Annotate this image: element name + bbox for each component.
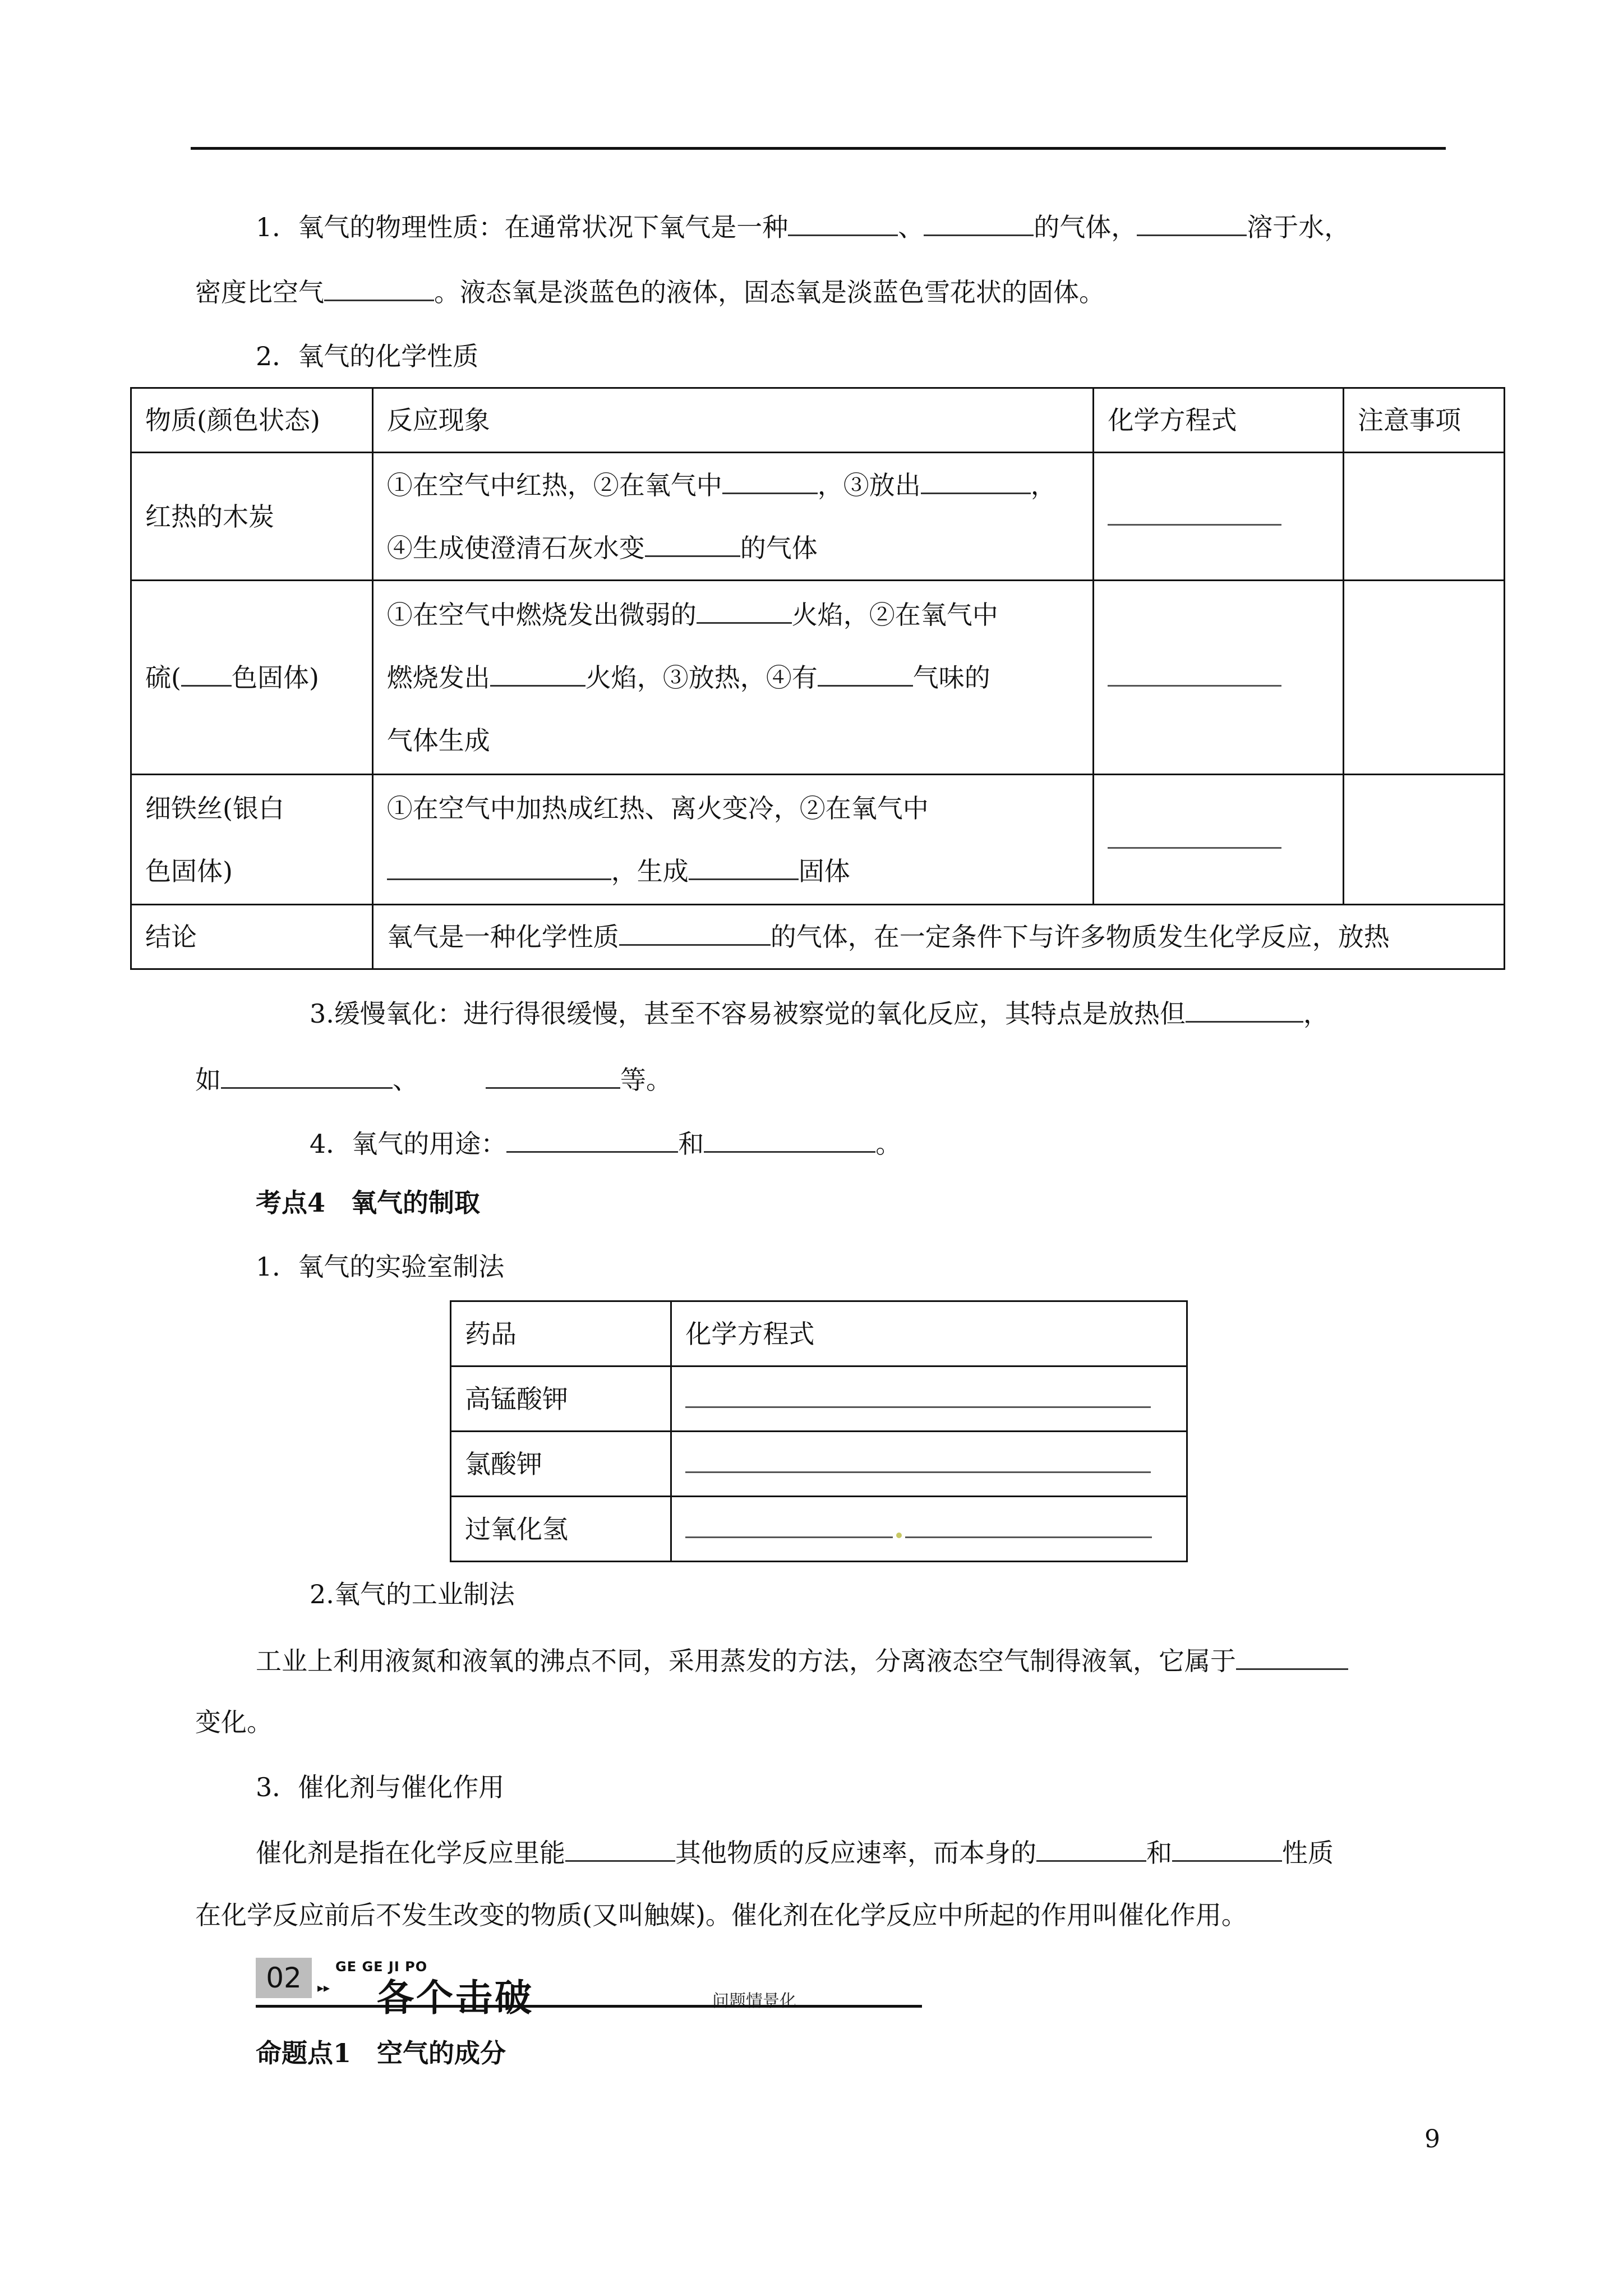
catalyst-line1 — [256, 1834, 1334, 1870]
equation-blank[interactable] — [1108, 501, 1281, 526]
equation-cell[interactable] — [671, 1366, 1187, 1432]
text: ， — [1303, 999, 1329, 1029]
column-header: 注意事项 — [1344, 388, 1505, 453]
fill-blank[interactable] — [324, 274, 434, 301]
fill-blank[interactable] — [1236, 1642, 1348, 1670]
table-row-charcoal — [131, 453, 1505, 581]
dot-mark — [896, 1533, 902, 1538]
table-row — [451, 1366, 1187, 1432]
text: 火焰，②在氧气中 — [791, 599, 998, 630]
text: 。 — [875, 1129, 902, 1159]
physical-props-line1 — [256, 209, 1350, 244]
table-row-sulfur — [131, 581, 1505, 775]
text: 如 — [195, 1065, 221, 1095]
fill-blank[interactable] — [1172, 1834, 1282, 1862]
fill-blank[interactable] — [645, 530, 740, 557]
text: 气体生成 — [386, 725, 490, 756]
table-row-iron — [131, 775, 1505, 905]
banner-pinyin: GE GE JI PO — [335, 1959, 428, 1975]
reagent-cell: 过氧化氢 — [451, 1497, 671, 1562]
proposition-heading: 命题点1 空气的成分 — [256, 2038, 506, 2068]
text: ①在空气中红热，②在氧气中 — [386, 470, 722, 500]
substance-cell: 结论 — [131, 905, 373, 969]
reagent-cell: 氯酸钾 — [451, 1432, 671, 1497]
text: 固体 — [798, 855, 850, 886]
text: 其他物质的反应速率，而本身的 — [675, 1838, 1036, 1868]
banner-subtitle: 问题情景化 — [712, 1991, 796, 2011]
fill-blank[interactable] — [689, 853, 799, 880]
equation-blank[interactable] — [905, 1514, 1152, 1538]
lab-prep-table — [450, 1300, 1188, 1562]
table-row-conclusion — [131, 905, 1505, 969]
notes-cell[interactable] — [1344, 453, 1505, 581]
fill-blank[interactable] — [818, 659, 913, 687]
fill-blank[interactable] — [490, 659, 585, 687]
slow-oxidation-line2 — [195, 1061, 672, 1097]
text: 硫( — [145, 662, 181, 693]
conclusion-cell — [372, 905, 1504, 969]
lab-method-title: 1．氧气的实验室制法 — [256, 1251, 505, 1282]
fill-blank[interactable] — [788, 209, 898, 236]
industrial-title: 2.氧气的工业制法 — [310, 1579, 515, 1609]
text: 燃烧发出 — [386, 662, 490, 693]
substance-cell — [131, 581, 373, 775]
fill-blank[interactable] — [387, 853, 611, 880]
equation-cell[interactable] — [1094, 581, 1344, 775]
industrial-line1 — [256, 1642, 1348, 1678]
text: 密度比空气 — [195, 277, 324, 307]
phenomenon-cell — [372, 581, 1094, 775]
fill-blank[interactable] — [924, 209, 1034, 236]
text: 的气体，在一定条件下与许多物质发生化学反应，放热 — [770, 922, 1390, 952]
fill-blank[interactable] — [722, 467, 818, 494]
column-header: 化学方程式 — [671, 1301, 1187, 1366]
column-header: 药品 — [451, 1301, 671, 1366]
text: 等。 — [620, 1065, 672, 1095]
text: 工业上利用液氮和液氧的沸点不同，采用蒸发的方法，分离液态空气制得液氧，它属于 — [256, 1646, 1236, 1676]
fill-blank[interactable] — [565, 1834, 675, 1862]
substance-cell — [131, 775, 373, 905]
equation-cell[interactable] — [671, 1497, 1187, 1562]
notes-cell[interactable] — [1344, 775, 1505, 905]
fill-blank[interactable] — [697, 596, 792, 624]
fill-blank[interactable] — [221, 1061, 393, 1089]
table-row — [451, 1497, 1187, 1562]
fill-blank[interactable] — [704, 1125, 875, 1153]
text: 氧气是一种化学性质 — [386, 922, 619, 952]
physical-props-line2 — [195, 274, 1105, 309]
text: ①在空气中加热成红热、离火变冷，②在氧气中 — [386, 793, 929, 823]
text: 3.缓慢氧化：进行得很缓慢，甚至不容易被察觉的氧化反应，其特点是放热但 — [310, 999, 1186, 1029]
equation-blank[interactable] — [685, 1449, 1151, 1473]
substance-cell: 红热的木炭 — [131, 453, 373, 581]
text: 性质 — [1282, 1838, 1334, 1868]
fill-blank[interactable] — [506, 1125, 678, 1153]
fill-blank[interactable] — [921, 467, 1031, 494]
text: ，生成 — [611, 855, 689, 886]
notes-cell[interactable] — [1344, 581, 1505, 775]
header-rule — [191, 147, 1446, 150]
phenomenon-cell — [372, 775, 1094, 905]
text: 和 — [678, 1129, 704, 1159]
chemical-props-title: 2．氧气的化学性质 — [256, 341, 479, 371]
text: 、 — [393, 1065, 418, 1095]
text: 和 — [1146, 1838, 1172, 1868]
text: 1．氧气的物理性质：在通常状况下氧气是一种 — [256, 212, 789, 242]
text: ④生成使澄清石灰水变 — [386, 532, 645, 563]
section-heading-kaodian4: 考点4 氧气的制取 — [256, 1188, 481, 1218]
text: ， — [1030, 470, 1057, 500]
fill-blank[interactable] — [1036, 1834, 1146, 1862]
equation-blank[interactable] — [685, 1514, 893, 1538]
slow-oxidation-line1 — [310, 995, 1329, 1030]
section-number-badge: 02 — [256, 1958, 312, 1998]
text: 的气体， — [1034, 212, 1137, 242]
table-header-row — [451, 1301, 1187, 1366]
fill-blank[interactable] — [619, 918, 771, 946]
text: 催化剂是指在化学反应里能 — [256, 1838, 565, 1868]
text: 色固体) — [231, 662, 319, 693]
text: 的气体 — [740, 532, 818, 563]
reagent-cell: 高锰酸钾 — [451, 1366, 671, 1432]
industrial-line2: 变化。 — [195, 1707, 273, 1737]
page-number: 9 — [1424, 2125, 1440, 2154]
text: 溶于水， — [1247, 212, 1350, 242]
equation-cell[interactable] — [1094, 775, 1344, 905]
oxygen-uses-line — [310, 1125, 901, 1161]
chemical-props-table — [130, 387, 1505, 970]
double-arrow-icon: ▸▸ — [317, 1981, 330, 1995]
fill-blank[interactable] — [1186, 995, 1303, 1023]
text: 4．氧气的用途： — [310, 1129, 507, 1159]
column-header: 物质(颜色状态) — [131, 388, 373, 453]
text: 、 — [898, 212, 924, 242]
fill-blank[interactable] — [486, 1061, 620, 1089]
catalyst-title: 3．催化剂与催化作用 — [256, 1772, 505, 1802]
text: ，③放出 — [817, 470, 921, 500]
banner-title: 各个击破 — [377, 1976, 534, 2019]
equation-blank[interactable] — [685, 1384, 1151, 1408]
phenomenon-cell — [372, 453, 1094, 581]
equation-blank[interactable] — [1108, 662, 1281, 687]
text: ①在空气中燃烧发出微弱的 — [386, 599, 697, 630]
banner-rule — [256, 2005, 922, 2008]
text: 细铁丝(银白 — [145, 793, 284, 823]
text: 气味的 — [912, 662, 990, 693]
fill-blank[interactable] — [181, 659, 232, 687]
fill-blank[interactable] — [1137, 209, 1247, 236]
text: 。液态氧是淡蓝色的液体，固态氧是淡蓝色雪花状的固体。 — [434, 277, 1105, 307]
table-header-row — [131, 388, 1505, 453]
column-header: 反应现象 — [372, 388, 1094, 453]
equation-cell[interactable] — [1094, 453, 1344, 581]
equation-blank[interactable] — [1108, 825, 1281, 849]
table-row — [451, 1432, 1187, 1497]
column-header: 化学方程式 — [1094, 388, 1344, 453]
text: 火焰，③放热，④有 — [585, 662, 818, 693]
equation-cell[interactable] — [671, 1432, 1187, 1497]
text: 色固体) — [145, 855, 233, 886]
catalyst-line2: 在化学反应前后不发生改变的物质(又叫触媒)。催化剂在化学反应中所起的作用叫催化作用。 — [195, 1900, 1247, 1930]
